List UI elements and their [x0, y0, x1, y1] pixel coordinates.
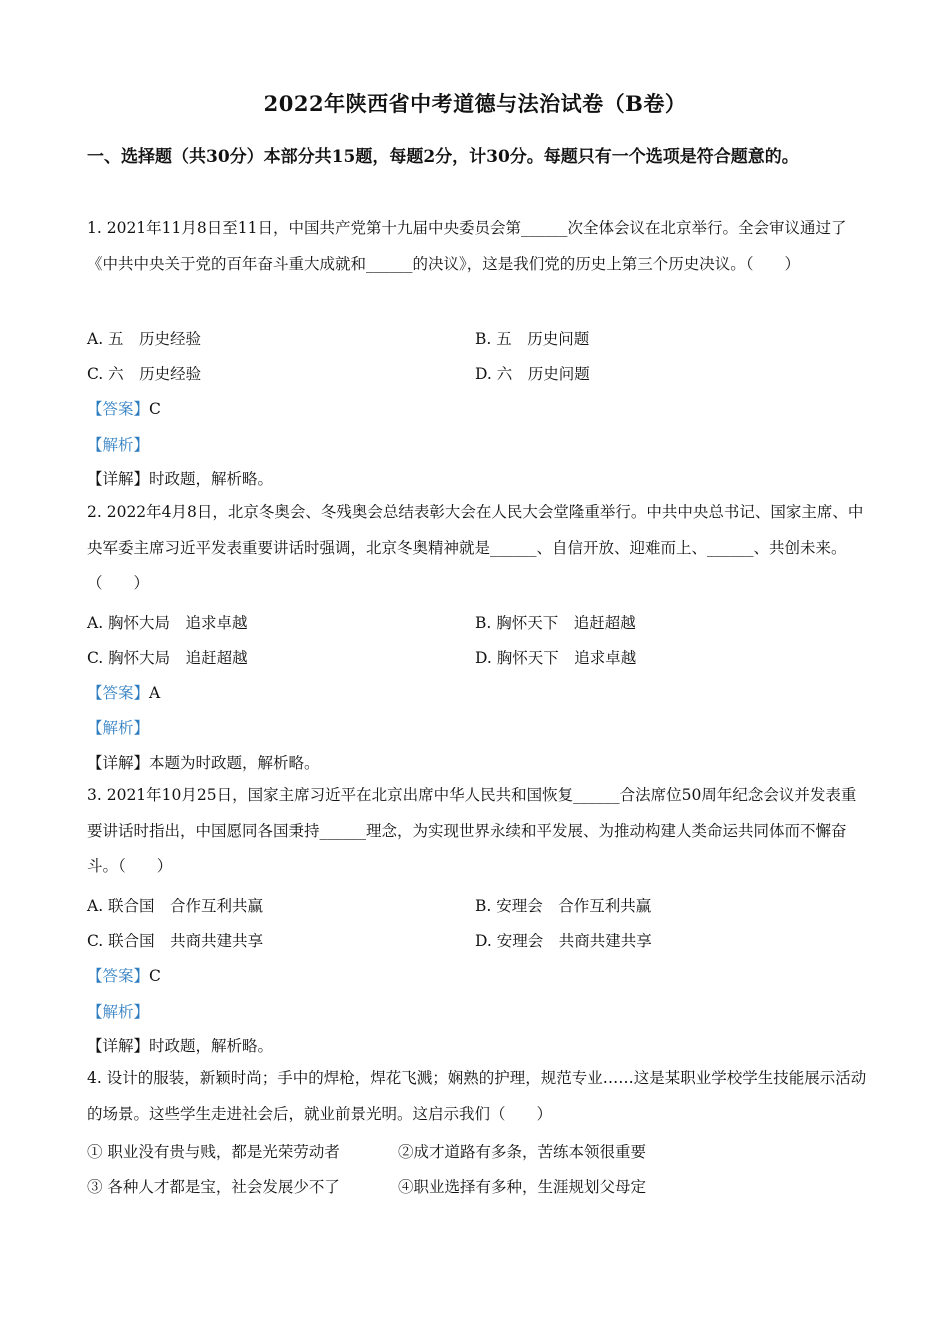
question-3-analysis-tag: 【解析】 — [87, 1003, 150, 1021]
answer-tag: 【答案】 — [87, 684, 150, 702]
answer-tag: 【答案】 — [87, 967, 150, 985]
question-2-stem: 2. 2022年4月8日，北京冬奥会、冬残奥会总结表彰大会在人民大会堂隆重举行。中共中央总书记、国家主席、中央军委主席习近平发表重要讲话时强调，北京冬奥精神就是______、自信开放、迎难而上、______、共创未来。（ ） — [87, 503, 864, 592]
question-3-option-a: A. 联合国 合作互利共赢 — [87, 897, 264, 915]
question-4-statement-3: ③ 各种人才都是宝，社会发展少不了 — [87, 1178, 340, 1196]
question-1-option-d: D. 六 历史问题 — [475, 365, 590, 383]
question-3-option-d: D. 安理会 共商共建共享 — [475, 932, 652, 950]
question-1-option-c: C. 六 历史经验 — [87, 365, 202, 383]
question-1-option-a: A. 五 历史经验 — [87, 330, 202, 348]
question-3-answer — [87, 965, 161, 987]
answer-tag: 【答案】 — [87, 400, 150, 418]
question-3-option-c: C. 联合国 共商共建共享 — [87, 932, 264, 950]
question-1-detail: 【详解】时政题，解析略。 — [87, 470, 274, 488]
question-2-answer — [87, 682, 160, 704]
question-1-answer — [87, 398, 161, 420]
page-title: 2022年陕西省中考道德与法治试卷（B卷） — [263, 91, 687, 116]
question-2-option-c: C. 胸怀大局 追赶超越 — [87, 649, 248, 667]
question-1-option-b: B. 五 历史问题 — [475, 330, 590, 348]
question-1-stem: 1. 2021年11月8日至11日，中国共产党第十九届中央委员会第______次全体会议在北京举行。全会审议通过了《中共中央关于党的百年奋斗重大成就和______的决议》，这是我们党的历史上第三个历史决议。（ ） — [87, 219, 847, 273]
question-3-stem: 3. 2021年10月25日，国家主席习近平在北京出席中华人民共和国恢复______合法席位50周年纪念会议并发表重要讲话时指出，中国愿同各国秉持______理念，为实现世界永续和平发展、为推动构建人类命运共同体而不懈奋斗。（ ） — [87, 786, 857, 875]
question-4-statement-4: ④职业选择有多种，生涯规划父母定 — [398, 1178, 647, 1196]
question-2-option-b: B. 胸怀天下 追赶超越 — [475, 614, 636, 632]
answer-value: C — [149, 400, 161, 418]
question-2-analysis-tag: 【解析】 — [87, 719, 150, 737]
question-1-analysis-tag: 【解析】 — [87, 436, 150, 454]
answer-value: A — [149, 684, 161, 702]
answer-value: C — [149, 967, 161, 985]
question-3-detail: 【详解】时政题，解析略。 — [87, 1037, 274, 1055]
question-2-option-a: A. 胸怀大局 追求卓越 — [87, 614, 248, 632]
question-3-option-b: B. 安理会 合作互利共赢 — [475, 897, 652, 915]
question-4-statement-2: ②成才道路有多条，苦练本领很重要 — [398, 1143, 647, 1161]
section-heading: 一、选择题（共30分）本部分共15题，每题2分，计30分。每题只有一个选项是符合题意的。 — [87, 147, 799, 167]
question-4-stem: 4. 设计的服装，新颖时尚；手中的焊枪，焊花飞溅；娴熟的护理，规范专业……这是某职业学校学生技能展示活动的场景。这些学生走进社会后，就业前景光明。这启示我们（ ） — [87, 1069, 867, 1123]
question-2-option-d: D. 胸怀天下 追求卓越 — [475, 649, 637, 667]
question-4-statement-1: ① 职业没有贵与贱，都是光荣劳动者 — [87, 1143, 340, 1161]
question-2-detail: 【详解】本题为时政题，解析略。 — [87, 754, 320, 772]
